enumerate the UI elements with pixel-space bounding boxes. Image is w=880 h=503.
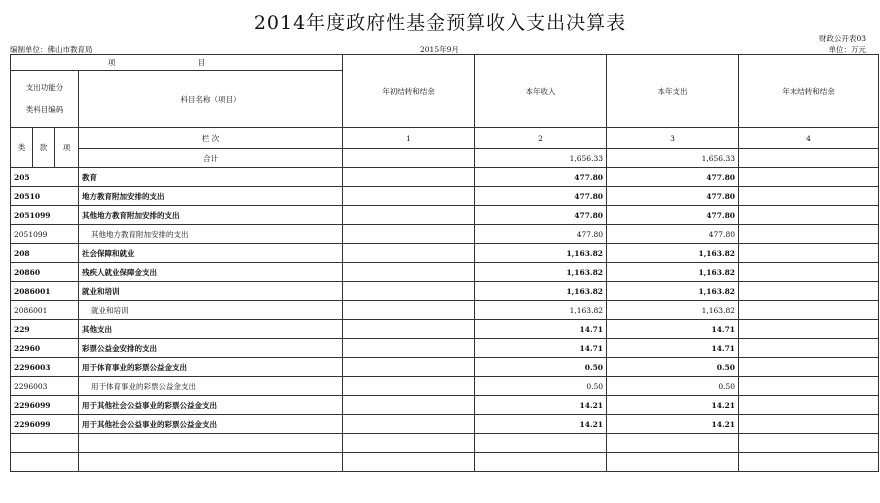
row-end	[739, 415, 879, 434]
row-income: 1,163.82	[475, 263, 607, 282]
row-code: 2296099	[11, 396, 79, 415]
table-row	[11, 358, 879, 377]
empty-cell	[607, 453, 739, 472]
total-label: 合计	[79, 149, 343, 168]
row-expense: 1,163.82	[607, 244, 739, 263]
empty-cell	[475, 453, 607, 472]
row-name: 其他地方教育附加安排的支出	[79, 206, 343, 225]
table-body	[11, 168, 879, 472]
row-start	[343, 339, 475, 358]
form-code: 财政公开表03	[818, 34, 866, 43]
row-code: 2051099	[11, 225, 79, 244]
header-func-code: 支出功能分 类科目编码	[11, 71, 79, 128]
row-expense: 0.50	[607, 377, 739, 396]
header-kuan: 款	[33, 128, 55, 168]
row-name: 用于其他社会公益事业的彩票公益金支出	[79, 396, 343, 415]
table-row	[11, 301, 879, 320]
header-col-start: 年初结转和结余	[343, 55, 475, 128]
row-end	[739, 377, 879, 396]
row-start	[343, 263, 475, 282]
row-start	[343, 168, 475, 187]
row-code: 229	[11, 320, 79, 339]
row-end	[739, 244, 879, 263]
row-end	[739, 206, 879, 225]
row-code: 2296099	[11, 415, 79, 434]
row-code: 2086001	[11, 301, 79, 320]
row-name: 就业和培训	[79, 301, 343, 320]
total-end	[739, 149, 879, 168]
row-end	[739, 339, 879, 358]
row-name: 用于体育事业的彩票公益金支出	[79, 377, 343, 396]
empty-row	[11, 434, 879, 453]
header-n2: 2	[475, 128, 607, 149]
row-code: 208	[11, 244, 79, 263]
row-income: 0.50	[475, 377, 607, 396]
table-row	[11, 263, 879, 282]
report-date: 2015年9月	[420, 45, 459, 54]
row-expense: 477.80	[607, 206, 739, 225]
header-lei: 类	[11, 128, 33, 168]
row-name: 其他支出	[79, 320, 343, 339]
table-row	[11, 282, 879, 301]
empty-cell	[11, 434, 79, 453]
row-income: 1,163.82	[475, 301, 607, 320]
total-start	[343, 149, 475, 168]
row-code: 2051099	[11, 206, 79, 225]
row-end	[739, 320, 879, 339]
budget-table	[10, 54, 879, 472]
table-row	[11, 396, 879, 415]
header-col-income: 本年收入	[475, 55, 607, 128]
header-xiang: 项	[55, 128, 79, 168]
table-row	[11, 339, 879, 358]
row-expense: 14.21	[607, 396, 739, 415]
row-code: 20860	[11, 263, 79, 282]
row-income: 14.71	[475, 320, 607, 339]
row-income: 1,163.82	[475, 282, 607, 301]
row-name: 社会保障和就业	[79, 244, 343, 263]
row-code: 2296003	[11, 377, 79, 396]
table-row	[11, 187, 879, 206]
table-row	[11, 415, 879, 434]
header-subject-name: 科目名称（项目）	[79, 71, 343, 128]
table-header	[11, 55, 879, 168]
empty-row	[11, 453, 879, 472]
row-income: 14.21	[475, 396, 607, 415]
row-start	[343, 301, 475, 320]
currency-unit: 单位：万元	[828, 45, 866, 54]
row-start	[343, 187, 475, 206]
report-title: 2014年度政府性基金预算收入支出决算表	[253, 12, 627, 34]
row-income: 477.80	[475, 206, 607, 225]
empty-cell	[343, 434, 475, 453]
empty-cell	[475, 434, 607, 453]
row-income: 14.21	[475, 415, 607, 434]
row-code: 205	[11, 168, 79, 187]
row-expense: 1,163.82	[607, 282, 739, 301]
table-row	[11, 377, 879, 396]
row-start	[343, 282, 475, 301]
row-name: 教育	[79, 168, 343, 187]
header-col-end: 年末结转和结余	[739, 55, 879, 128]
row-income: 14.71	[475, 339, 607, 358]
empty-cell	[79, 434, 343, 453]
row-name: 地方教育附加安排的支出	[79, 187, 343, 206]
row-income: 1,163.82	[475, 244, 607, 263]
row-start	[343, 415, 475, 434]
row-end	[739, 225, 879, 244]
row-start	[343, 396, 475, 415]
table-row	[11, 206, 879, 225]
row-expense: 1,163.82	[607, 263, 739, 282]
row-start	[343, 244, 475, 263]
total-income: 1,656.33	[475, 149, 607, 168]
table-row	[11, 225, 879, 244]
empty-cell	[739, 453, 879, 472]
row-name: 彩票公益金安排的支出	[79, 339, 343, 358]
row-name: 用于体育事业的彩票公益金支出	[79, 358, 343, 377]
header-n1: 1	[343, 128, 475, 149]
table-row	[11, 320, 879, 339]
row-expense: 14.71	[607, 339, 739, 358]
header-n3: 3	[607, 128, 739, 149]
empty-cell	[11, 453, 79, 472]
row-name: 其他地方教育附加安排的支出	[79, 225, 343, 244]
row-expense: 1,163.82	[607, 301, 739, 320]
header-col-expense: 本年支出	[607, 55, 739, 128]
row-end	[739, 358, 879, 377]
row-code: 2086001	[11, 282, 79, 301]
header-n4: 4	[739, 128, 879, 149]
row-expense: 14.21	[607, 415, 739, 434]
row-end	[739, 168, 879, 187]
row-start	[343, 358, 475, 377]
row-start	[343, 225, 475, 244]
empty-cell	[79, 453, 343, 472]
table-row	[11, 168, 879, 187]
row-code: 2296003	[11, 358, 79, 377]
row-end	[739, 263, 879, 282]
row-end	[739, 282, 879, 301]
empty-cell	[607, 434, 739, 453]
row-end	[739, 301, 879, 320]
row-expense: 0.50	[607, 358, 739, 377]
row-income: 0.50	[475, 358, 607, 377]
total-expense: 1,656.33	[607, 149, 739, 168]
row-expense: 14.71	[607, 320, 739, 339]
row-income: 477.80	[475, 187, 607, 206]
row-code: 22960	[11, 339, 79, 358]
row-expense: 477.80	[607, 187, 739, 206]
compiling-unit: 编制单位：佛山市教育局	[10, 45, 93, 54]
empty-cell	[739, 434, 879, 453]
row-expense: 477.80	[607, 225, 739, 244]
row-end	[739, 187, 879, 206]
header-lan: 栏 次	[79, 128, 343, 149]
row-name: 用于其他社会公益事业的彩票公益金支出	[79, 415, 343, 434]
row-name: 残疾人就业保障金支出	[79, 263, 343, 282]
row-income: 477.80	[475, 168, 607, 187]
row-name: 就业和培训	[79, 282, 343, 301]
row-code: 20510	[11, 187, 79, 206]
header-item: 项 目	[11, 55, 343, 71]
row-expense: 477.80	[607, 168, 739, 187]
table-row	[11, 244, 879, 263]
row-start	[343, 206, 475, 225]
row-end	[739, 396, 879, 415]
row-start	[343, 377, 475, 396]
row-start	[343, 320, 475, 339]
empty-cell	[343, 453, 475, 472]
row-income: 477.80	[475, 225, 607, 244]
